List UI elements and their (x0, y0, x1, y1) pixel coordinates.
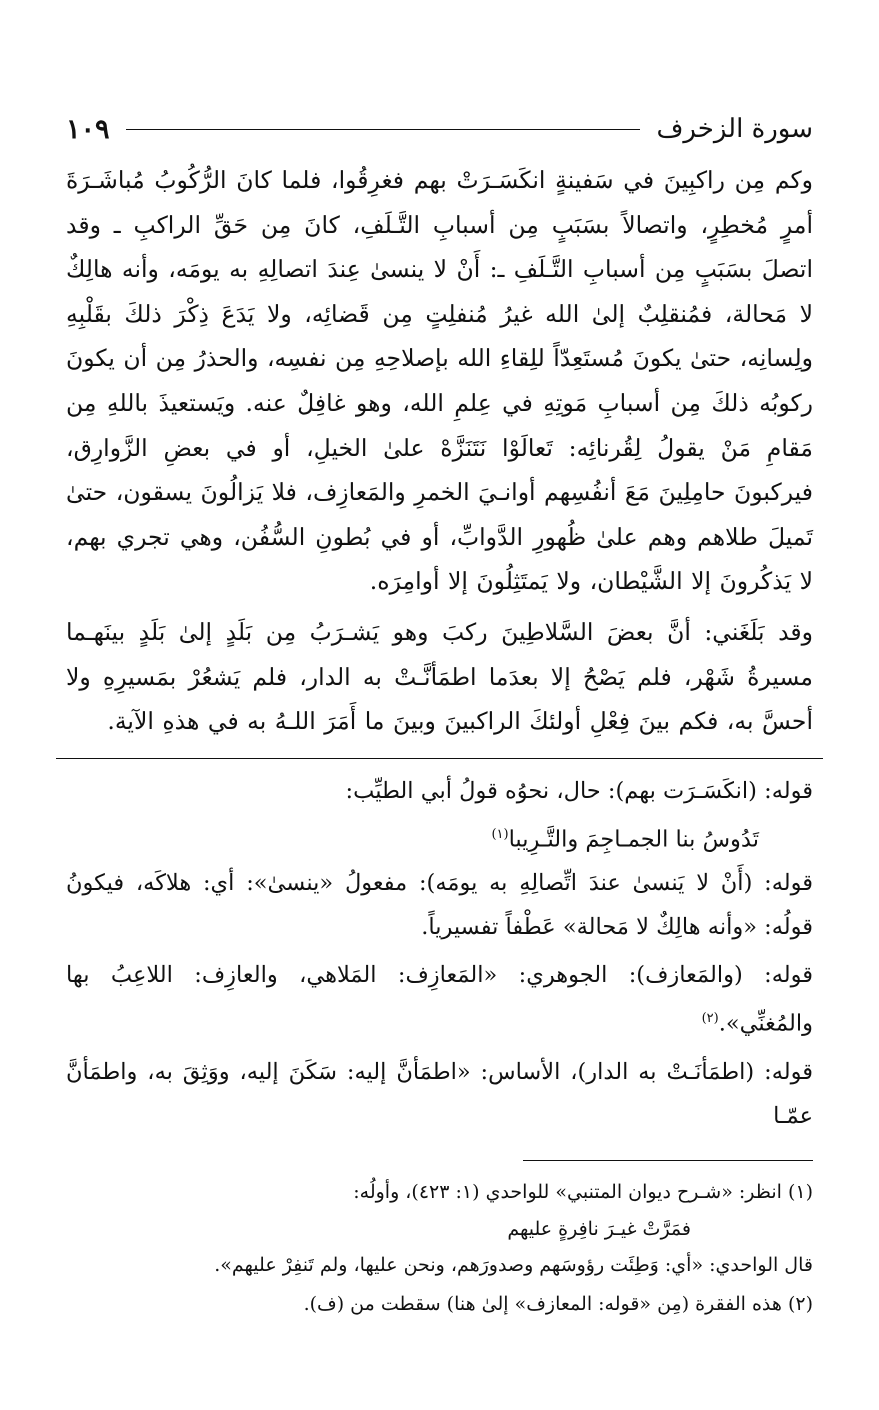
header-rule (126, 129, 641, 130)
verse-text: تَدُوسُ بنا الجمـاجِمَ والتَّـرِيبا (508, 826, 759, 853)
footnote: (١) انظر: «شـرح ديوان المتنبي» للواحدي (١: ٤٢٣)، وأولُه: (353, 1180, 813, 1203)
footnote-verse: فمَرَّتْ غيـرَ نافِرةٍ عليهم (507, 1217, 691, 1240)
poetry-verse (66, 813, 813, 862)
footnotes (66, 1175, 813, 1322)
commentary-line (66, 953, 813, 1046)
page-number: ١٠٩ (66, 113, 110, 145)
footnote: (٢) هذه الفقرة (مِن «قوله: المعازف» إلىٰ هنا) سقطت من (ف). (303, 1292, 813, 1315)
commentary-text: قوله: (والمَعازف): الجوهري: «المَعازِف: المَلاهي، والعازِف: اللاعِبُ بها والمُغنِّي». (66, 962, 813, 1037)
footnote-rule (523, 1160, 813, 1161)
commentary-line: قوله: (انكَسَـرَت بهم): حال، نحوُه قولُ أبي الطيِّب: (345, 777, 813, 804)
main-text (66, 158, 813, 744)
page-header (66, 108, 813, 150)
footnote: قال الواحدي: «أي: وَطِئَت رؤوسَهم وصدورَهم، ونحن عليها، ولم تَنفِرْ عليهم». (214, 1253, 813, 1276)
footnote-ref: (٢) (701, 1011, 719, 1027)
commentary-line: قوله: (أَنْ لا يَنسىٰ عندَ اتِّصالِهِ به يومَه): مفعولُ «ينسىٰ»: أي: هلاكَه، فيكونُ قولُه: «وأنه هالِكٌ لا مَحالة» عَطْفاً تفسيرياً. (66, 870, 813, 941)
surah-title: سورة الزخرف (656, 114, 813, 144)
commentary (66, 769, 813, 1138)
footnote-ref: (١) (491, 826, 509, 842)
commentary-divider (56, 758, 823, 759)
main-paragraph: وكم مِن راكبِينَ في سَفينةٍ انكَسَـرَتْ بهم فغرِقُوا، فلما كانَ الرُّكُوبُ مُباشَـرَةَ أمرٍ مُخطِرٍ، واتصالاً بسَبَبٍ مِن أسبابِ التَّـلَفِ، كانَ مِن حَقِّ الراكبِ ـ وقد اتصلَ بسَبَبٍ مِن أسبابِ التَّـلَفِ ـ: أَنْ لا ينسىٰ عِندَ اتصالِهِ به يومَه، وأنه هالِكٌ لا مَحالة، فمُنقلِبٌ إلىٰ الله غيرُ مُنفلِتٍ مِن قَضائِه، ولا يَدَعَ ذِكْرَ ذلكَ بقَلْبِهِ ولِسانِه، حتىٰ يكونَ مُستَعِدّاً للِقاءِ الله بإصلاحِهِ مِن نفسِه، والحذرُ مِن أن يكونَ ركوبُه ذلكَ مِن أسبابِ مَوتِهِ في عِلمِ الله، وهو غافِلٌ عنه. ويَستعيذَ باللهِ مِن مَقامِ مَنْ يقولُ لِقُرنائِه: تَعالَوْا نَتَنَزَّهْ علىٰ الخيلِ، أو في بعضِ الزَّوارِق، فيركبونَ حامِلِينَ مَعَ أنفُسِهم أوانـيَ الخمرِ والمَعازِف، فلا يَزالُونَ يسقون، حتىٰ تَميلَ طلاهم وهم علىٰ ظُهورِ الدَّوابِّ، أو في بُطونِ السُّفُن، وهي تجري بهم، لا يَذكُرونَ إلا الشَّيْطان، ولا يَمتَثِلُونَ إلا أوامِرَه. (66, 166, 813, 596)
main-paragraph: وقد بَلَغَني: أنَّ بعضَ السَّلاطِينَ ركبَ وهو يَشـرَبُ مِن بَلَدٍ إلىٰ بَلَدٍ بينَهـما مسيرةُ شَهْر، فلم يَصْحُ إلا بعدَما اطمَأنَّـتْ به الدار، فلم يَشعُرْ بمَسيرِهِ ولا أحسَّ به، فكم بينَ فِعْلِ أولئكَ الراكبينَ وبينَ ما أَمَرَ اللـهُ به في هذهِ الآية. (66, 617, 813, 736)
commentary-line: قوله: (اطمَأنَـتْ به الدار)، الأساس: «اطمَأنَّ إليه: سَكَنَ إليه، ووَثِقَ به، واطمَأنَّ عمّـا (66, 1058, 813, 1129)
